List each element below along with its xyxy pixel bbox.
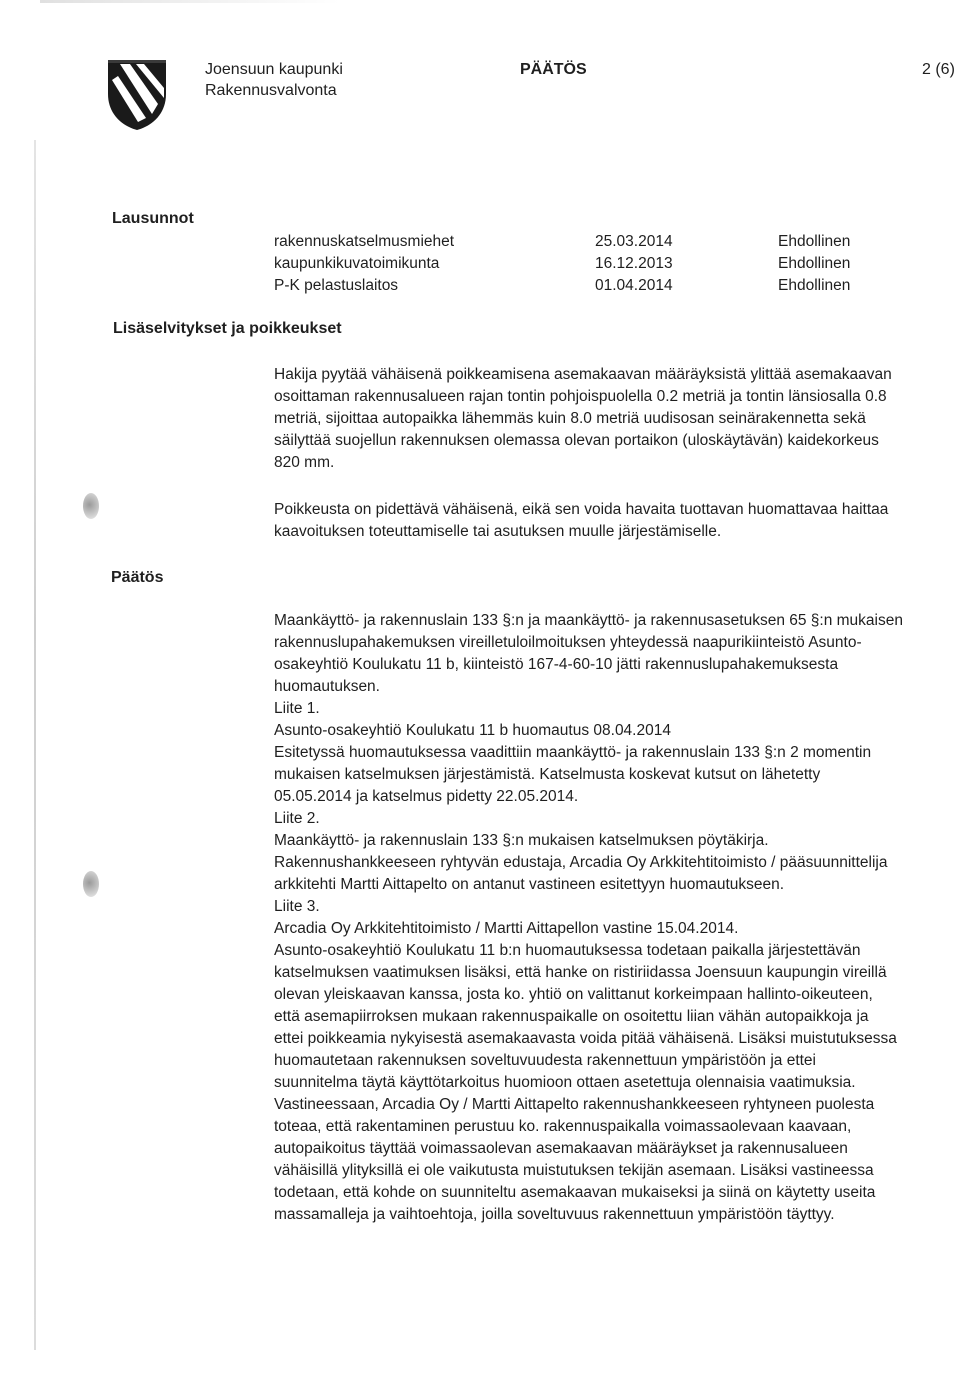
text-line: osakeyhtiö Koulukatu 11 b, kiinteistö 167-4-60-10 jätti rakennuslupahakemuksesta bbox=[274, 656, 839, 673]
text-line: huomautuksen. bbox=[274, 678, 380, 695]
page-number: 2 (6) bbox=[922, 61, 955, 78]
text-line: rakennuslupahakemuksen vireilletuloilmoituksen yhteydessä naapurikiinteistö Asunto- bbox=[274, 634, 862, 651]
text-line: katselmuksen vaatimuksen lisäksi, että hanke on ristiriidassa Joensuun kaupungin vireillä bbox=[274, 964, 887, 981]
scan-fold-line bbox=[34, 140, 36, 1350]
section-heading-lisaselvitykset: Lisäselvitykset ja poikkeukset bbox=[113, 320, 342, 337]
attachment-label: Liite 3. bbox=[274, 898, 320, 915]
text-line: osoittaman rakennusalueen rajan tontin pohjoispuolella 0.2 metriä ja tontin länsiosalla 0.8 bbox=[274, 388, 887, 405]
text-line: todetaan, että kohde on suunniteltu asemakaavan mukaiseksi ja siinä on käytetty useita bbox=[274, 1184, 876, 1201]
statement-date: 01.04.2014 bbox=[595, 277, 673, 294]
text-line: Arcadia Oy Arkkitehtitoimisto / Martti Aittapellon vastine 15.04.2014. bbox=[274, 920, 739, 937]
statement-row bbox=[274, 231, 960, 253]
text-line: säilyttää suojellun rakennuksen olemassa olevan portaikon (uloskäytävän) kaidekorkeus bbox=[274, 432, 879, 449]
text-line: Asunto-osakeyhtiö Koulukatu 11 b huomautus 08.04.2014 bbox=[274, 722, 671, 739]
statement-row bbox=[274, 275, 960, 297]
text-line: massamalleja ja vaihtoehtoja, joilla soveltuvuus rakennettuun ympäristöön täyttyy. bbox=[274, 1206, 835, 1223]
city-crest-logo-icon bbox=[106, 58, 168, 132]
text-line: kaavoituksen toteuttamiselle tai asutuksen muulle järjestämiselle. bbox=[274, 523, 722, 540]
text-line: toteaa, että rakentaminen perustuu ko. rakennuspaikalla voimassaolevaan kaavaan, bbox=[274, 1118, 852, 1135]
scan-top-shadow bbox=[40, 0, 340, 3]
text-line: autopaikoitus täyttää voimassaolevan asemakaavan määräykset ja rakennusalueen bbox=[274, 1140, 848, 1157]
text-line: 820 mm. bbox=[274, 454, 335, 471]
text-line: Esitetyssä huomautuksessa vaadittiin maankäyttö- ja rakennuslain 133 §:n 2 momentin bbox=[274, 744, 872, 761]
attachment-label: Liite 1. bbox=[274, 700, 320, 717]
decision-paragraph bbox=[274, 610, 952, 1226]
text-line: Poikkeusta on pidettävä vähäisenä, eikä sen voida havaita tuottavan huomattavaa haittaa bbox=[274, 501, 889, 518]
text-line: Hakija pyytää vähäisenä poikkeamisena asemakaavan määräyksistä ylittää asemakaavan bbox=[274, 366, 892, 383]
statement-date: 16.12.2013 bbox=[595, 255, 673, 272]
statement-name: rakennuskatselmusmiehet bbox=[274, 233, 455, 250]
section-heading-lausunnot: Lausunnot bbox=[112, 210, 194, 227]
statement-status: Ehdollinen bbox=[778, 255, 851, 272]
statement-name: kaupunkikuvatoimikunta bbox=[274, 255, 440, 272]
text-line: Vastineessaan, Arcadia Oy / Martti Aittapelto rakennushankkeeseen ryhtyneen puolesta bbox=[274, 1096, 875, 1113]
text-line: huomautetaan rakennuksen soveltuvuudesta rakennettuun ympäristöön ja ettei bbox=[274, 1052, 816, 1069]
statement-name: P-K pelastuslaitos bbox=[274, 277, 399, 294]
text-line: Maankäyttö- ja rakennuslain 133 §:n mukaisen katselmuksen pöytäkirja. bbox=[274, 832, 769, 849]
header-department: Rakennusvalvonta bbox=[205, 82, 337, 99]
statement-date: 25.03.2014 bbox=[595, 233, 673, 250]
section-heading-paatos: Päätös bbox=[111, 569, 164, 586]
exception-assessment-paragraph bbox=[274, 499, 952, 543]
punch-hole-top bbox=[83, 493, 99, 519]
statement-status: Ehdollinen bbox=[778, 233, 851, 250]
text-line: olevan yleiskaavan kanssa, josta ko. yhtiö on valittanut korkeimpaan hallinto-oikeuteen, bbox=[274, 986, 873, 1003]
text-line: ettei poikkeamia nykyisestä asemakaavasta voida pitää vähäisenä. Lisäksi muistutuksessa bbox=[274, 1030, 897, 1047]
text-line: Asunto-osakeyhtiö Koulukatu 11 b:n huomautuksessa todetaan paikalla järjestettävän bbox=[274, 942, 861, 959]
header-organization: Joensuun kaupunki bbox=[205, 61, 343, 78]
text-line: Rakennushankkeeseen ryhtyvän edustaja, Arcadia Oy Arkkitehtitoimisto / pääsuunnittelija bbox=[274, 854, 888, 871]
text-line: Maankäyttö- ja rakennuslain 133 §:n ja maankäyttö- ja rakennusasetuksen 65 §:n mukaisen bbox=[274, 612, 903, 629]
text-line: metriä, sijoittaa autopaikka lähemmäs kuin 8.0 metriä uudisosan seinärakennetta sekä bbox=[274, 410, 866, 427]
statement-row bbox=[274, 253, 960, 275]
text-line: mukaisen katselmuksen järjestämistä. Katselmusta koskevat kutsut on lähetetty bbox=[274, 766, 821, 783]
text-line: arkkitehti Martti Aittapelto on antanut vastineen esitettyyn huomautukseen. bbox=[274, 876, 785, 893]
document-type: PÄÄTÖS bbox=[520, 61, 587, 78]
text-line: vähäisillä ylityksillä ei ole vaikutusta muistutuksen tekijän asemaan. Lisäksi vastineessa bbox=[274, 1162, 874, 1179]
statement-status: Ehdollinen bbox=[778, 277, 851, 294]
exception-request-paragraph bbox=[274, 364, 952, 474]
text-line: 05.05.2014 ja katselmus pidetty 22.05.2014. bbox=[274, 788, 579, 805]
text-line: suunnitelma täytä käyttötarkoitus huomioon ottaen asetettuja olennaisia vaatimuksia. bbox=[274, 1074, 856, 1091]
text-line: että asemapiirroksen mukaan rakennuspaikalle on osoitettu liian vähän autopaikkoja ja bbox=[274, 1008, 869, 1025]
punch-hole-bottom bbox=[83, 871, 99, 897]
attachment-label: Liite 2. bbox=[274, 810, 320, 827]
